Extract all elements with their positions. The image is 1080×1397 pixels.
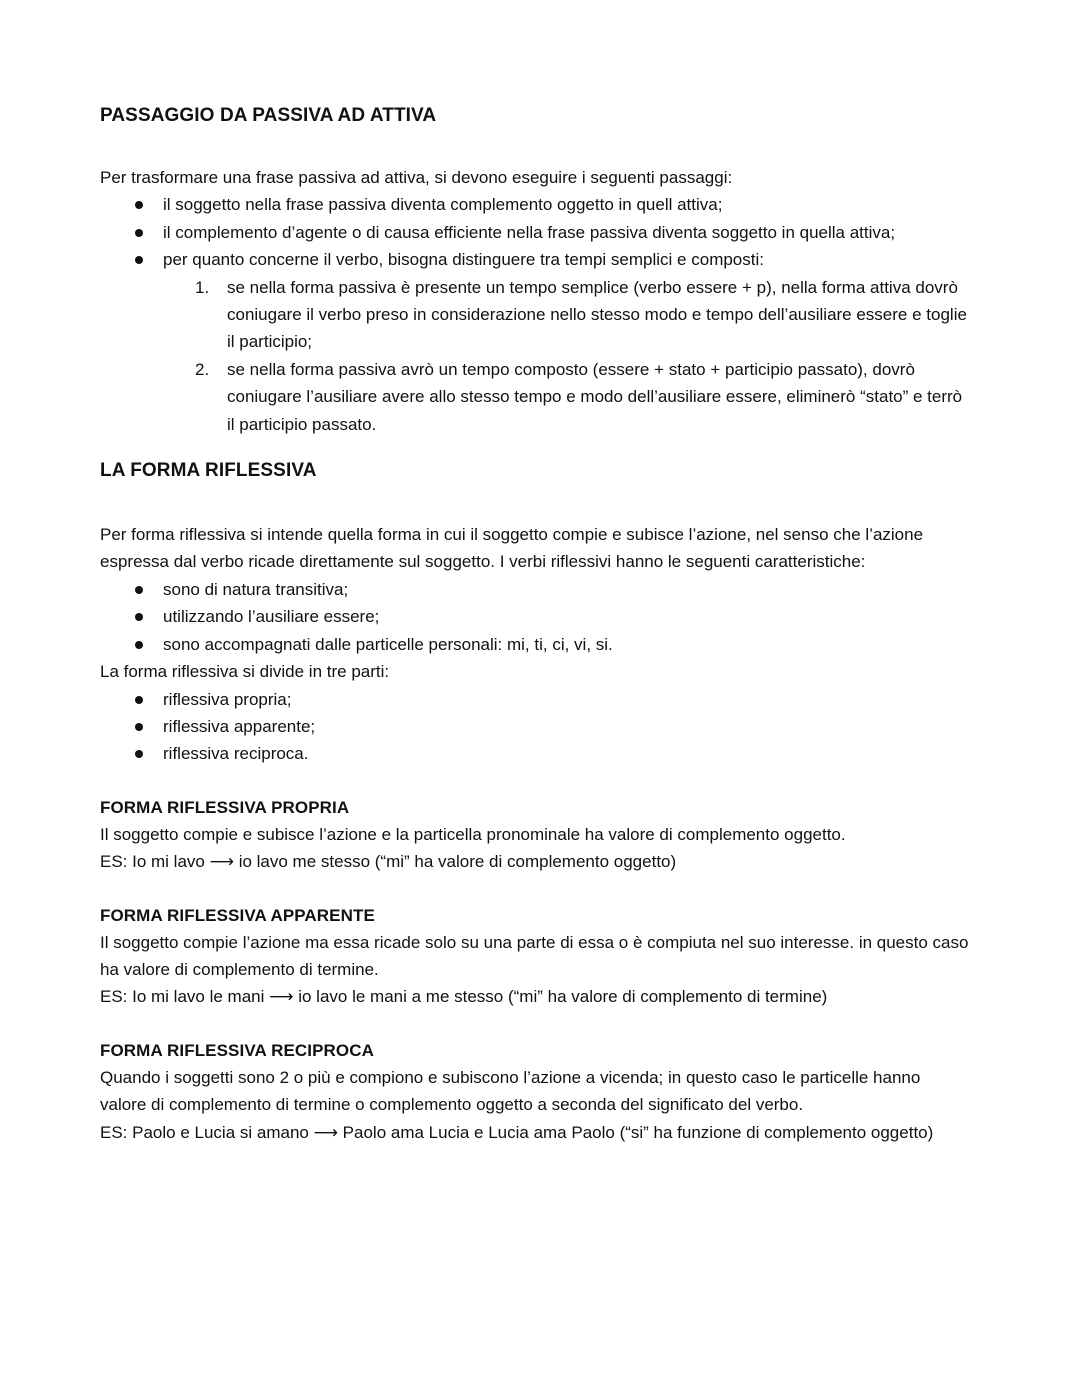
list-item [100, 713, 970, 740]
numbered-item-text: se nella forma passiva avrò un tempo composto (essere + stato + participio passato), dovrò coniugare l’ausiliare avere allo stesso tempo e modo dell’ausiliare essere, eliminerò “stato” e terrò il participio passato. [227, 359, 963, 434]
bullet-icon [135, 229, 143, 237]
list-item [100, 603, 970, 630]
list-item [100, 686, 970, 713]
bullet-icon [135, 641, 143, 649]
bullet-icon [135, 256, 143, 264]
list-item-text: riflessiva reciproca. [163, 744, 309, 764]
list-item-text: per quanto concerne il verbo, bisogna distinguere tra tempi semplici e composti: [163, 250, 764, 270]
subsection-title: FORMA RIFLESSIVA RECIPROCA [100, 1040, 374, 1060]
list-item-text: il complemento d’agente o di causa efficiente nella frase passiva diventa soggetto in quella attiva; [163, 222, 896, 242]
bullet-icon [135, 750, 143, 758]
list-item-text: sono di natura transitiva; [163, 579, 349, 599]
subsection-example: ES: Io mi lavo ⟶ io lavo me stesso (“mi” ha valore di complemento oggetto) [100, 852, 677, 872]
list-item [100, 246, 970, 273]
list-item [100, 191, 970, 218]
section-intro: Per trasformare una frase passiva ad attiva, si devono eseguire i seguenti passaggi: [100, 168, 733, 187]
bullet-icon [135, 586, 143, 594]
list-item-text: sono accompagnati dalle particelle personali: mi, ti, ci, vi, si. [163, 634, 613, 654]
list-item-text: riflessiva propria; [163, 689, 292, 709]
numbered-item [100, 274, 970, 356]
subsection-text: Quando i soggetti sono 2 o più e compiono e subiscono l’azione a vicenda; in questo caso le particelle hanno valore di complemento di termine o complemento oggetto a seconda del significato del verbo. [100, 1067, 921, 1115]
numbered-list-tempi [100, 274, 970, 438]
subsection-title: FORMA RIFLESSIVA PROPRIA [100, 797, 350, 817]
bullet-list-tipi [100, 686, 970, 768]
bullet-icon [135, 723, 143, 731]
bullet-icon [135, 201, 143, 209]
subsection-title: FORMA RIFLESSIVA APPARENTE [100, 905, 375, 925]
document-page [100, 100, 970, 1146]
section-title-forma-riflessiva: LA FORMA RIFLESSIVA [100, 460, 317, 482]
subsection-example: ES: Paolo e Lucia si amano ⟶ Paolo ama Lucia e Lucia ama Paolo (“si” ha funzione di complemento oggetto) [100, 1122, 934, 1142]
list-number: 1. [195, 277, 210, 297]
division-intro: La forma riflessiva si divide in tre parti: [100, 662, 390, 682]
subsection-reciproca [100, 1037, 970, 1146]
numbered-item [100, 356, 970, 438]
subsection-example: ES: Io mi lavo le mani ⟶ io lavo le mani a me stesso (“mi” ha valore di complemento di termine) [100, 987, 828, 1007]
bullet-list-passaggi [100, 191, 970, 273]
subsection-apparente [100, 902, 970, 1011]
bullet-icon [135, 613, 143, 621]
list-number: 2. [195, 359, 210, 379]
list-item-text: riflessiva apparente; [163, 716, 316, 736]
bullet-list-caratteristiche [100, 576, 970, 658]
section-intro: Per forma riflessiva si intende quella forma in cui il soggetto compie e subisce l’azione, nel senso che l’azione espressa dal verbo ricade direttamente sul soggetto. I verbi riflessivi hanno le seguenti caratteristiche: [100, 525, 924, 572]
numbered-item-text: se nella forma passiva è presente un tempo semplice (verbo essere + p), nella forma attiva dovrò coniugare il verbo preso in considerazione nello stesso modo e tempo dell’ausiliare essere e toglie il participio; [227, 277, 967, 352]
list-item [100, 219, 970, 246]
list-item [100, 631, 970, 658]
bullet-icon [135, 696, 143, 704]
section-title-passiva-attiva: PASSAGGIO DA PASSIVA AD ATTIVA [100, 105, 437, 126]
list-item-text: il soggetto nella frase passiva diventa complemento oggetto in quell attiva; [163, 195, 723, 215]
list-item [100, 740, 970, 767]
list-item [100, 576, 970, 603]
list-item-text: utilizzando l’ausiliare essere; [163, 607, 380, 627]
subsection-text: Il soggetto compie l’azione ma essa ricade solo su una parte di essa o è compiuta nel suo interesse. in questo caso ha valore di complemento di termine. [100, 932, 969, 979]
subsection-text: Il soggetto compie e subisce l’azione e la particella pronominale ha valore di complemento oggetto. [100, 824, 846, 844]
subsection-propria [100, 794, 970, 876]
